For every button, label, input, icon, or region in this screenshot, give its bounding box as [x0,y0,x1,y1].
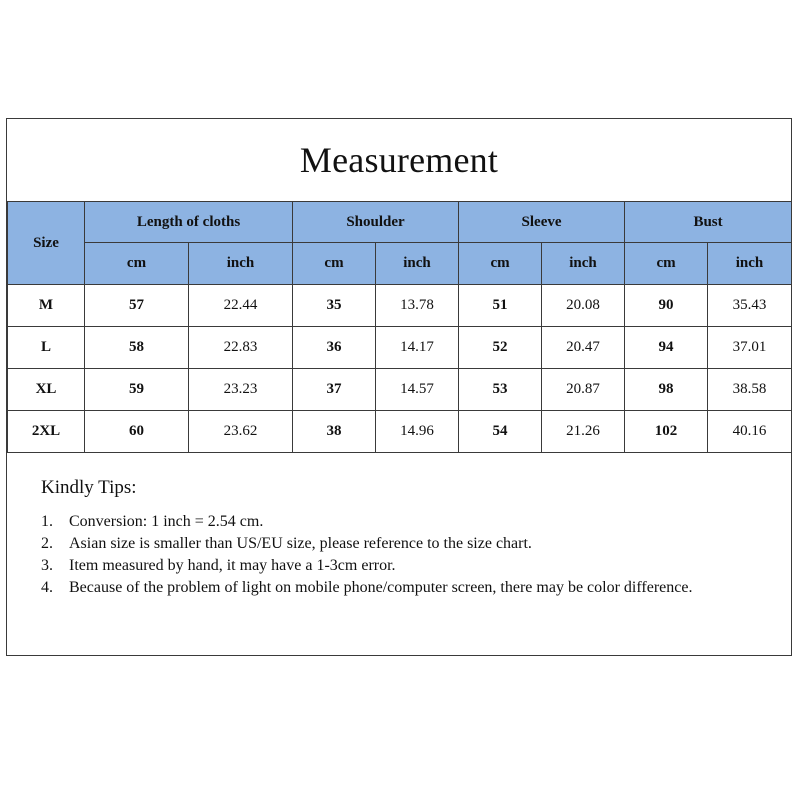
inch-cell: 37.01 [708,327,792,369]
header-shoulder: Shoulder [293,202,459,243]
inch-cell: 22.83 [189,327,293,369]
unit-header: cm [459,243,542,285]
unit-header: cm [293,243,376,285]
cm-cell: 53 [459,369,542,411]
inch-cell: 35.43 [708,285,792,327]
inch-cell: 20.47 [542,327,625,369]
list-item [41,577,761,599]
list-item [41,511,761,533]
cm-cell: 57 [85,285,189,327]
inch-cell: 20.08 [542,285,625,327]
table-row [8,285,792,327]
cm-cell: 36 [293,327,376,369]
cm-cell: 60 [85,411,189,453]
list-number: 1. [41,513,53,530]
cm-cell: 90 [625,285,708,327]
list-text: Conversion: 1 inch = 2.54 cm. [69,513,264,530]
list-item [41,555,761,577]
tips-section [41,477,761,599]
size-cell: L [8,327,85,369]
header-size: Size [8,202,85,285]
inch-cell: 14.96 [376,411,459,453]
cm-cell: 102 [625,411,708,453]
list-text: Asian size is smaller than US/EU size, please reference to the size chart. [69,535,532,552]
list-number: 4. [41,579,53,596]
inch-cell: 38.58 [708,369,792,411]
size-cell: M [8,285,85,327]
inch-cell: 14.17 [376,327,459,369]
unit-header: cm [625,243,708,285]
table-header-row-units [8,243,792,285]
inch-cell: 22.44 [189,285,293,327]
cm-cell: 37 [293,369,376,411]
cm-cell: 52 [459,327,542,369]
header-bust: Bust [625,202,792,243]
cm-cell: 38 [293,411,376,453]
cm-cell: 58 [85,327,189,369]
inch-cell: 23.23 [189,369,293,411]
inch-cell: 23.62 [189,411,293,453]
list-number: 3. [41,557,53,574]
cm-cell: 59 [85,369,189,411]
list-text: Item measured by hand, it may have a 1-3cm error. [69,557,396,574]
unit-header: inch [542,243,625,285]
cm-cell: 51 [459,285,542,327]
table-row [8,327,792,369]
inch-cell: 21.26 [542,411,625,453]
tips-title: Kindly Tips: [41,477,137,498]
header-sleeve: Sleeve [459,202,625,243]
size-cell: 2XL [8,411,85,453]
inch-cell: 40.16 [708,411,792,453]
header-length: Length of cloths [85,202,293,243]
inch-cell: 13.78 [376,285,459,327]
unit-header: inch [189,243,293,285]
cm-cell: 94 [625,327,708,369]
unit-header: cm [85,243,189,285]
size-table [7,201,792,453]
cm-cell: 98 [625,369,708,411]
cm-cell: 54 [459,411,542,453]
inch-cell: 20.87 [542,369,625,411]
list-number: 2. [41,535,53,552]
unit-header: inch [376,243,459,285]
list-item [41,533,761,555]
table-row [8,411,792,453]
inch-cell: 14.57 [376,369,459,411]
size-cell: XL [8,369,85,411]
table-row [8,369,792,411]
page-title: Measurement [299,140,499,180]
list-text: Because of the problem of light on mobile phone/computer screen, there may be color difference. [69,579,693,596]
unit-header: inch [708,243,792,285]
table-header-row-groups [8,202,792,243]
size-chart-frame [6,118,792,656]
cm-cell: 35 [293,285,376,327]
tips-list [41,511,761,599]
